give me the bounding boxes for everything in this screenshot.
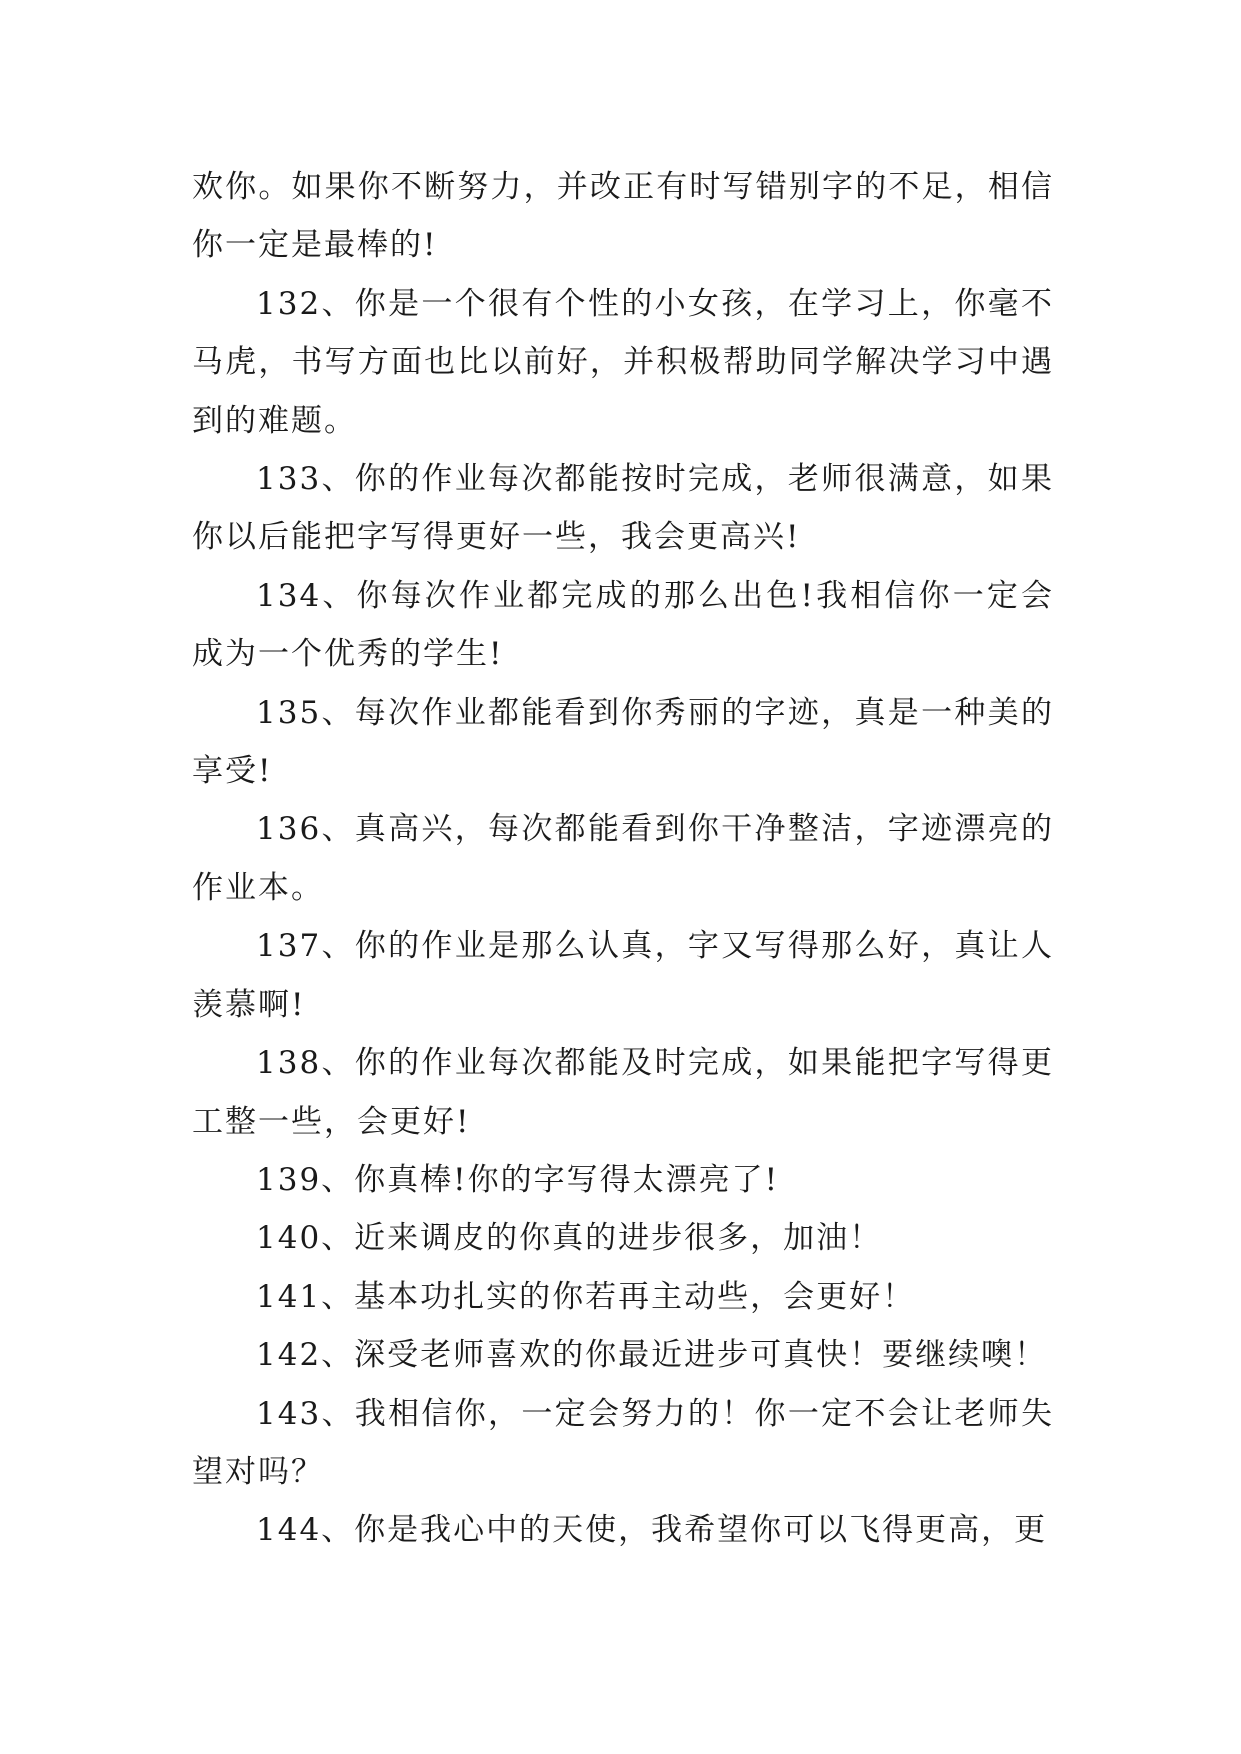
paragraph: 144、你是我心中的天使，我希望你可以飞得更高，更 (256, 1512, 1048, 1549)
paragraph: 138、你的作业每次都能及时完成，如果能把字写得更工整一些，会更好! (192, 1045, 1054, 1140)
paragraph: 137、你的作业是那么认真，字又写得那么好，真让人羡慕啊! (192, 928, 1054, 1023)
paragraph: 135、每次作业都能看到你秀丽的字迹，真是一种美的享受! (192, 694, 1054, 790)
paragraph: 143、我相信你，一定会努力的！你一定不会让老师失望对吗？ (192, 1395, 1054, 1490)
paragraph: 136、真高兴，每次都能看到你干净整洁，字迹漂亮的作业本。 (192, 811, 1054, 906)
document-body (192, 158, 1054, 1560)
paragraph: 139、你真棒!你的字写得太漂亮了! (256, 1161, 780, 1198)
paragraph: 141、基本功扎实的你若再主动些，会更好！ (256, 1278, 916, 1315)
paragraph: 133、你的作业每次都能按时完成，老师很满意，如果你以后能把字写得更好一些，我会更高兴! (192, 461, 1054, 556)
paragraph: 欢你。如果你不断努力，并改正有时写错别字的不足，相信你一定是最棒的! (192, 169, 1054, 264)
paragraph: 132、你是一个很有个性的小女孩，在学习上，你毫不马虎，书写方面也比以前好，并积极帮助同学解决学习中遇到的难题。 (192, 285, 1054, 439)
paragraph: 140、近来调皮的你真的进步很多，加油！ (256, 1220, 883, 1257)
paragraph: 134、你每次作业都完成的那么出色!我相信你一定会成为一个优秀的学生! (192, 577, 1054, 673)
paragraph: 142、深受老师喜欢的你最近进步可真快！要继续噢！ (256, 1337, 1048, 1374)
